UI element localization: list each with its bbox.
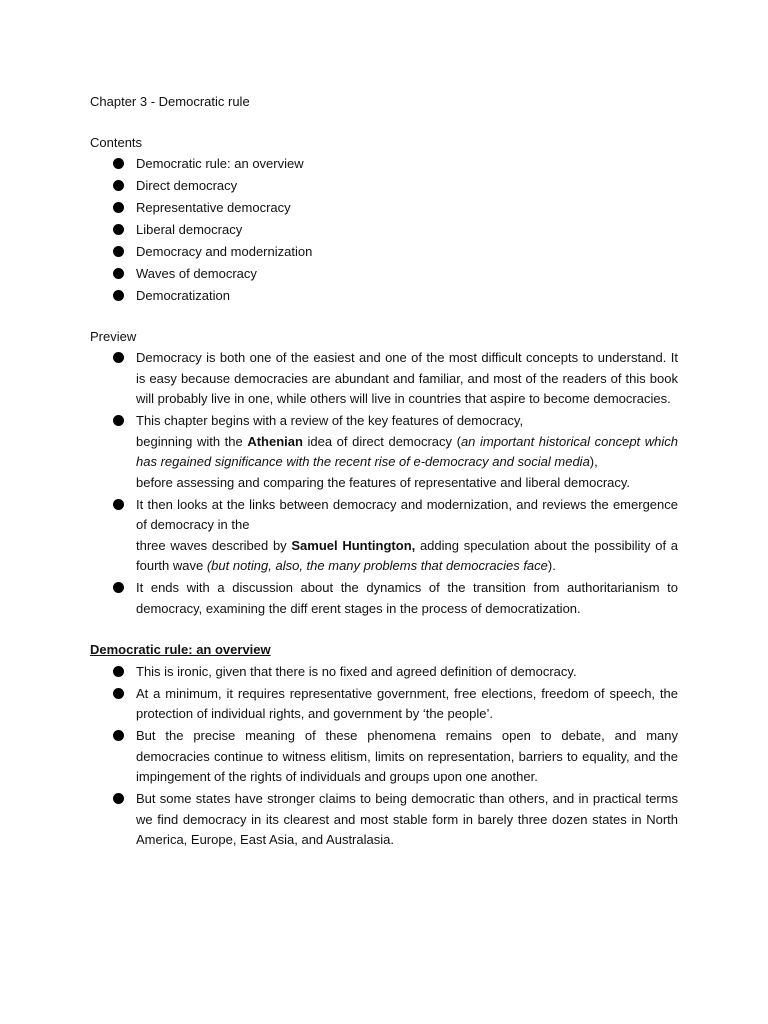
preview-text: beginning with the <box>136 433 248 449</box>
document-page <box>90 92 678 852</box>
preview-text: This chapter begins with a review of the key features of democracy, <box>136 413 524 428</box>
preview-italic-note: an important historical concept which has regained significance with the recent rise of e-democracy and social media <box>136 433 678 469</box>
overview-item: At a minimum, it requires representative government, free elections, freedom of speech, the protection of individual rights, and government by ‘the people’. <box>90 684 678 725</box>
preview-item <box>90 411 678 493</box>
chapter-title: Chapter 3 - Democratic rule <box>90 94 250 109</box>
contents-item: Democratization <box>90 286 678 307</box>
athenian-term: Athenian <box>247 433 303 449</box>
preview-label: Preview <box>90 328 137 344</box>
preview-text: before assessing and comparing the features of representative and liberal democracy. <box>136 474 631 490</box>
overview-heading: Democratic rule: an overview <box>90 642 271 657</box>
preview-text: It then looks at the links between democracy and modernization, and reviews the emergence of democracy in the <box>136 496 678 532</box>
preview-text-line <box>136 536 678 577</box>
contents-item: Democracy and modernization <box>90 242 678 263</box>
contents-list <box>90 154 678 307</box>
overview-list <box>90 662 678 851</box>
preview-list <box>90 348 678 619</box>
contents-label: Contents <box>90 134 143 150</box>
preview-text: three waves described by <box>136 537 292 553</box>
overview-item: This is ironic, given that there is no fixed and agreed definition of democracy. <box>90 662 678 683</box>
preview-text: ). <box>547 558 556 573</box>
preview-italic-note: (but noting, also, the many problems that democracies face <box>206 558 548 573</box>
preview-text: idea of direct democracy ( <box>302 433 461 449</box>
preview-text-line <box>136 432 678 473</box>
preview-item <box>90 495 678 577</box>
contents-item: Liberal democracy <box>90 220 678 241</box>
huntington-name: Samuel Huntington, <box>291 537 416 553</box>
contents-item: Representative democracy <box>90 198 678 219</box>
contents-item: Democratic rule: an overview <box>90 154 678 175</box>
preview-item: Democracy is both one of the easiest and one of the most difficult concepts to understand. It is easy because democracies are abundant and familiar, and most of the readers of this book will probably live in one, while others will live in countries that aspire to become democracies. <box>90 348 678 410</box>
preview-text: ), <box>589 454 598 469</box>
preview-item: It ends with a discussion about the dynamics of the transition from authoritarianism to democracy, examining the diff erent stages in the process of democratization. <box>90 578 678 619</box>
contents-item: Direct democracy <box>90 176 678 197</box>
contents-item: Waves of democracy <box>90 264 678 285</box>
overview-item: But the precise meaning of these phenomena remains open to debate, and many democracies continue to witness elitism, limits on representation, barriers to equality, and the impingement of the rights of individuals and groups upon one another. <box>90 726 678 788</box>
overview-item: But some states have stronger claims to being democratic than others, and in practical terms we find democracy in its clearest and most stable form in barely three dozen states in North America, Europe, East Asia, and Australasia. <box>90 789 678 851</box>
preview-text: adding speculation about the possibility of a fourth wave <box>136 537 678 573</box>
